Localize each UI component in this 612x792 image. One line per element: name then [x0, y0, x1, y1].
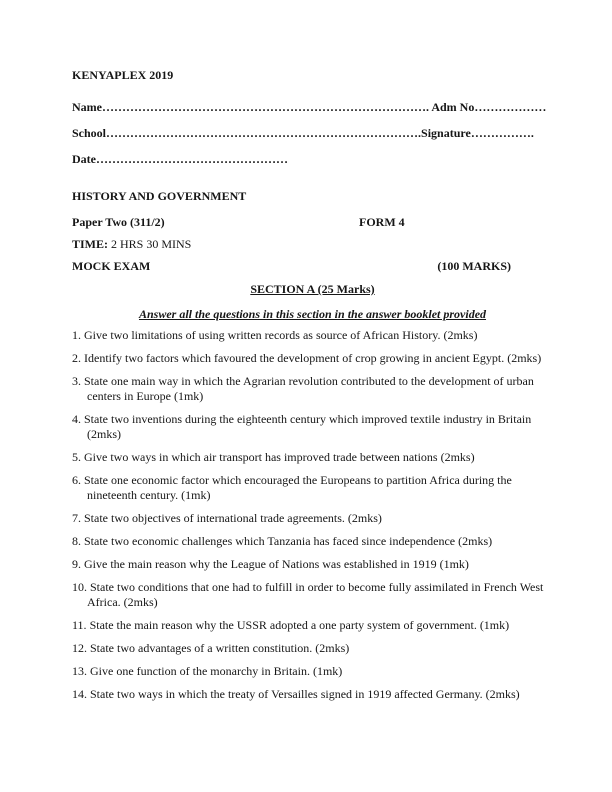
question-item: [72, 534, 553, 549]
question-number: 9.: [72, 557, 81, 571]
question-item: [72, 374, 553, 404]
adm-no-leader: ………………: [474, 100, 547, 114]
exam-type: MOCK EXAM: [72, 259, 151, 273]
question-text: State one main way in which the Agrarian revolution contributed to the development of urban centers in Europe (1mk): [84, 374, 534, 403]
question-list: [72, 328, 553, 702]
question-text: State two conditions that one had to fulfill in order to become fully assimilated in French West Africa. (2mks): [87, 580, 544, 609]
question-item: [72, 641, 553, 656]
question-text: Give one function of the monarchy in Britain. (1mk): [90, 664, 343, 678]
paper-number: Paper Two (311/2): [72, 215, 165, 229]
date-field-line: [72, 152, 553, 167]
question-text: State one economic factor which encouraged the Europeans to partition Africa during the nineteenth century. (1mk): [84, 473, 512, 502]
subject-title: HISTORY AND GOVERNMENT: [72, 189, 247, 203]
school-field-line: [72, 126, 553, 141]
section-heading: SECTION A (25 Marks): [250, 282, 375, 296]
question-number: 5.: [72, 450, 81, 464]
name-field-line: [72, 100, 553, 115]
time-label: TIME:: [72, 237, 108, 251]
date-label: Date: [72, 152, 96, 166]
question-item: [72, 664, 553, 679]
question-text: Give two ways in which air transport has improved trade between nations (2mks): [84, 450, 475, 464]
total-marks: (100 MARKS): [437, 259, 511, 273]
question-text: Give the main reason why the League of Nations was established in 1919 (1mk): [84, 557, 469, 571]
question-item: [72, 687, 553, 702]
question-number: 2.: [72, 351, 81, 365]
section-instructions: Answer all the questions in this section in the answer booklet provided: [138, 307, 487, 321]
name-leader: ………………………………………………………………………: [102, 100, 426, 114]
question-item: [72, 473, 553, 503]
school-leader: ……………………………………………………………………: [106, 126, 419, 140]
question-item: [72, 511, 553, 526]
time-line: [72, 237, 553, 252]
name-label: Name: [72, 100, 102, 114]
question-item: [72, 351, 553, 366]
question-text: Give two limitations of using written records as source of African History. (2mks): [84, 328, 478, 342]
question-number: 6.: [72, 473, 81, 487]
question-number: 3.: [72, 374, 81, 388]
question-text: State two ways in which the treaty of Versailles signed in 1919 affected Germany. (2mks): [90, 687, 520, 701]
question-number: 12.: [72, 641, 87, 655]
exam-type-line: [72, 259, 553, 274]
question-text: State two inventions during the eighteenth century which improved textile industry in Britain (2mks): [84, 412, 532, 441]
question-number: 7.: [72, 511, 81, 525]
question-text: State two economic challenges which Tanzania has faced since independence (2mks): [84, 534, 493, 548]
question-text: State two objectives of international trade agreements. (2mks): [84, 511, 382, 525]
form-level: FORM 4: [359, 215, 405, 229]
question-item: [72, 328, 553, 343]
question-number: 11.: [72, 618, 87, 632]
question-item: [72, 412, 553, 442]
date-leader: …………………………………………: [96, 152, 288, 166]
signature-leader: …………….: [470, 126, 534, 140]
question-text: State two advantages of a written constitution. (2mks): [90, 641, 350, 655]
page-title: KENYAPLEX 2019: [72, 68, 174, 82]
question-item: [72, 618, 553, 633]
question-number: 13.: [72, 664, 87, 678]
question-text: State the main reason why the USSR adopted a one party system of government. (1mk): [89, 618, 510, 632]
question-number: 4.: [72, 412, 81, 426]
school-label: School: [72, 126, 107, 140]
question-text: Identify two factors which favoured the development of crop growing in ancient Egypt. (2mks): [84, 351, 542, 365]
question-number: 14.: [72, 687, 87, 701]
paper-line: [72, 215, 553, 230]
question-item: [72, 450, 553, 465]
question-number: 8.: [72, 534, 81, 548]
question-number: 10.: [72, 580, 87, 594]
question-item: [72, 580, 553, 610]
time-value: 2 HRS 30 MINS: [108, 237, 192, 251]
question-number: 1.: [72, 328, 81, 342]
adm-no-label: . Adm No: [426, 100, 475, 114]
question-item: [72, 557, 553, 572]
signature-label: .Signature: [418, 126, 471, 140]
